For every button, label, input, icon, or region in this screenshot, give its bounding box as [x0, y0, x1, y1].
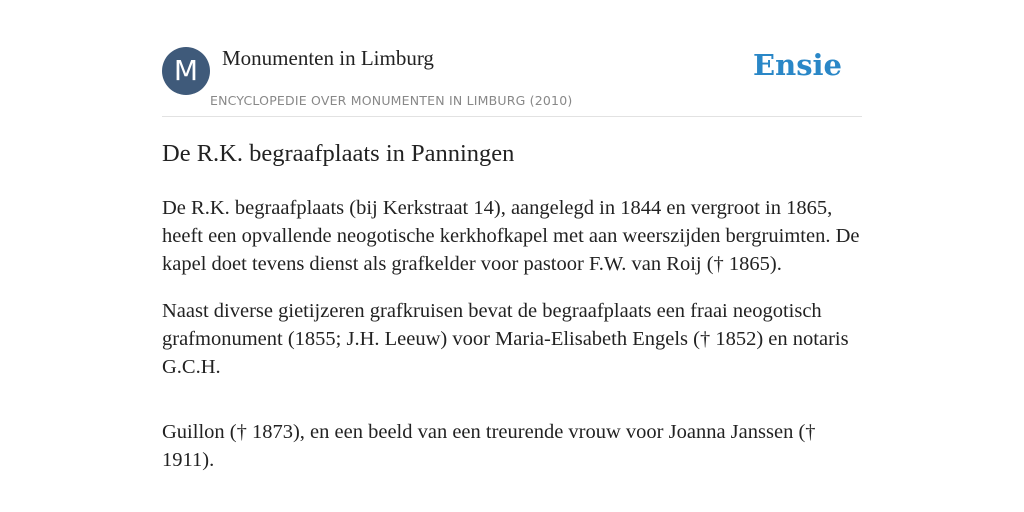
article-title: De R.K. begraafplaats in Panningen	[162, 140, 515, 167]
source-header	[162, 46, 862, 117]
source-subtitle: ENCYCLOPEDIE OVER MONUMENTEN IN LIMBURG (2010)	[210, 93, 573, 108]
ensie-logo-link[interactable]: Ensie	[753, 48, 842, 82]
article-content	[162, 138, 864, 493]
article-paragraph: Naast diverse gietijzeren grafkruisen bevat de begraafplaats een fraai neogotisch grafmonument (1855; J.H. Leeuw) voor Maria-Elisabeth Engels († 1852) en notaris G.C.H.	[162, 300, 849, 378]
article-paragraph: De R.K. begraafplaats (bij Kerkstraat 14), aangelegd in 1844 en vergroot in 1865, heeft een opvallende neogotische kerkhofkapel met aan weerszijden bergruimten. De kapel doet tevens dienst als grafkelder voor pastoor F.W. van Roij († 1865).	[162, 197, 860, 275]
source-avatar[interactable]: M	[162, 47, 210, 95]
article-paragraph: Guillon († 1873), en een beeld van een treurende vrouw voor Joanna Janssen († 1911).	[162, 421, 816, 471]
source-title-link[interactable]: Monumenten in Limburg	[222, 46, 434, 70]
